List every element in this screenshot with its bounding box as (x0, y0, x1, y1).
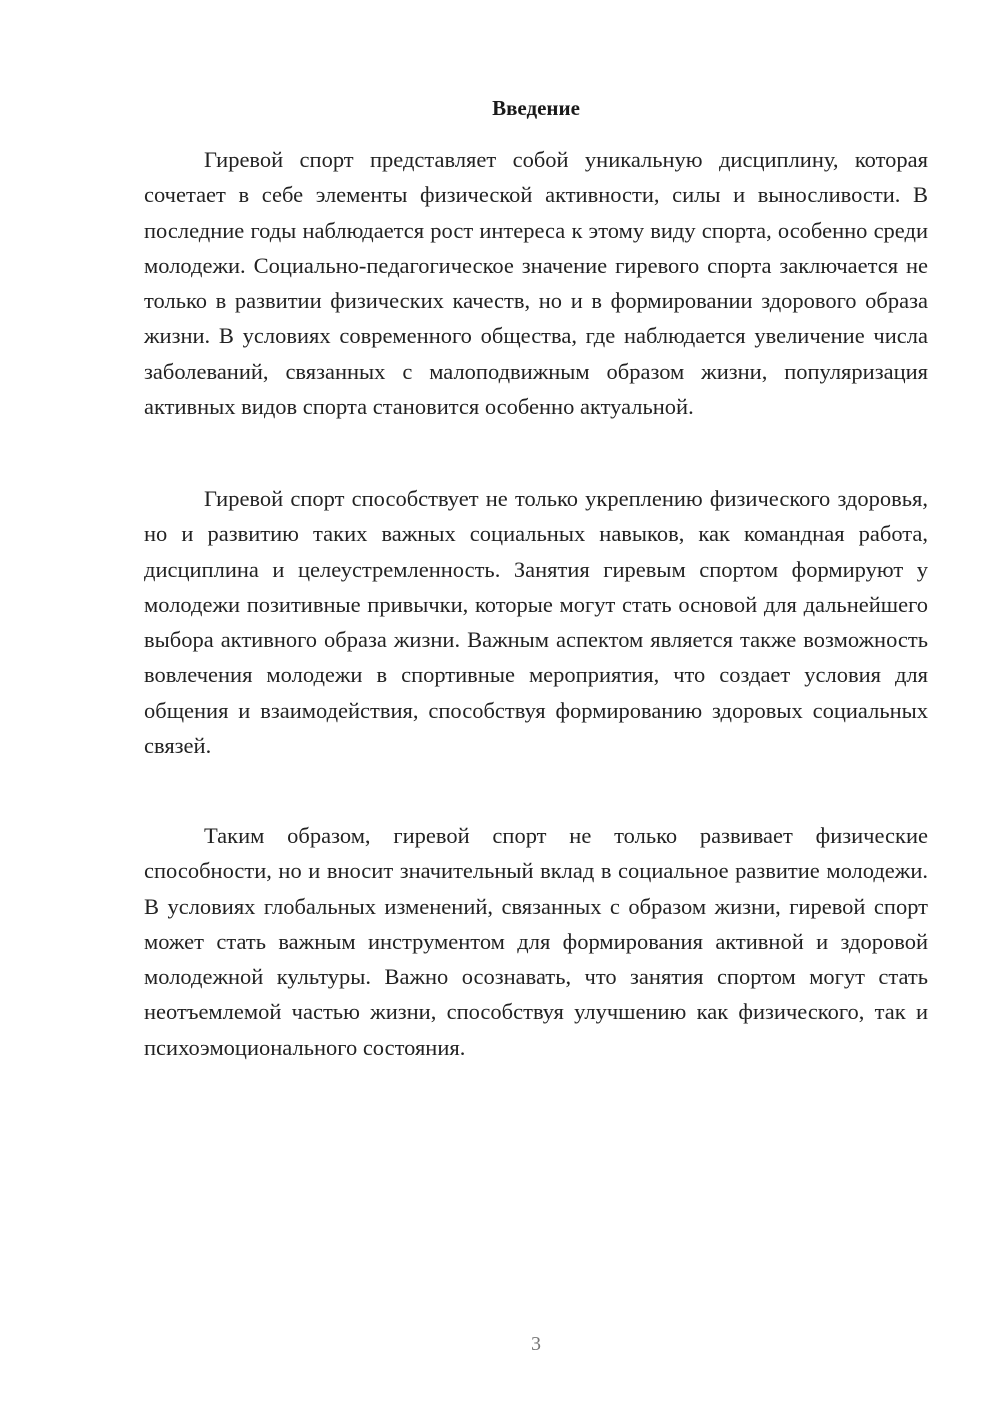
paragraph-3: Таким образом, гиревой спорт не только развивает физические способности, но и вносит значительный вклад в социальное развитие молодежи. В условиях глобальных изменений, связанных с образом жизни, гиревой спорт может стать важным инструментом для формирования активной и здоровой молодежной культуры. Важно осознавать, что занятия спортом могут стать неотъемлемой частью жизни, способствуя улучшению как физического, так и психоэмоционального состояния. (144, 823, 928, 1060)
section-title: Введение (492, 96, 580, 120)
page-number: 3 (531, 1333, 541, 1355)
paragraph-2: Гиревой спорт способствует не только укреплению физического здоровья, но и развитию таких важных социальных навыков, как командная работа, дисциплина и целеустремленность. Занятия гиревым спортом формируют у молодежи позитивные привычки, которые могут стать основой для дальнейшего выбора активного образа жизни. Важным аспектом является также возможность вовлечения молодежи в спортивные мероприятия, что создает условия для общения и взаимодействия, способствуя формированию здоровых социальных связей. (144, 486, 928, 759)
paragraph-1: Гиревой спорт представляет собой уникальную дисциплину, которая сочетает в себе элементы физической активности, силы и выносливости. В последние годы наблюдается рост интереса к этому виду спорта, особенно среди молодежи. Социально-педагогическое значение гиревого спорта заключается не только в развитии физических качеств, но и в формировании здорового образа жизни. В условиях современного общества, где наблюдается увеличение числа заболеваний, связанных с малоподвижным образом жизни, популяризация активных видов спорта становится особенно актуальной. (144, 147, 928, 420)
